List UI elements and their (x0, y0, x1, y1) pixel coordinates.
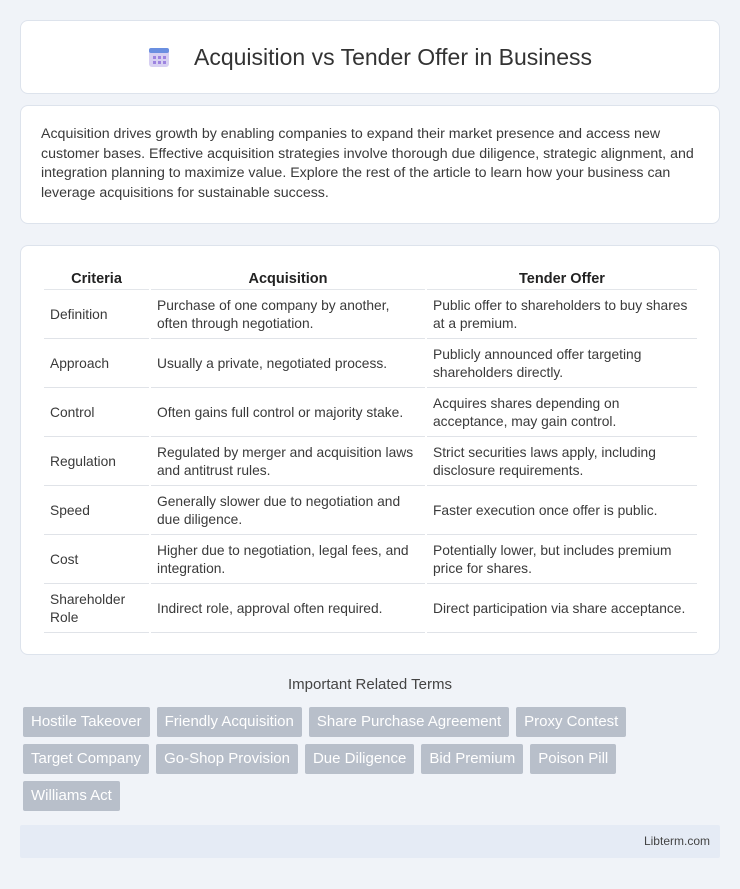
table-row (44, 341, 697, 388)
acquisition-cell: Indirect role, approval often required. (151, 586, 425, 633)
intro-card (20, 105, 720, 224)
related-term-tag[interactable]: Share Purchase Agreement (309, 707, 509, 737)
column-header: Acquisition (151, 268, 425, 290)
comparison-card (20, 245, 720, 655)
related-term-tag[interactable]: Poison Pill (530, 744, 616, 774)
related-term-tag[interactable]: Target Company (23, 744, 149, 774)
related-term-tag[interactable]: Williams Act (23, 781, 120, 811)
tender-offer-cell: Publicly announced offer targeting shareholders directly. (427, 341, 697, 388)
related-term-tag[interactable]: Friendly Acquisition (157, 707, 302, 737)
header-card (20, 20, 720, 94)
table-row (44, 537, 697, 584)
criteria-cell: Cost (44, 537, 149, 584)
table-row (44, 292, 697, 339)
related-term-tag[interactable]: Proxy Contest (516, 707, 626, 737)
footer (20, 825, 720, 858)
tender-offer-cell: Faster execution once offer is public. (427, 488, 697, 535)
column-header: Criteria (44, 268, 149, 290)
acquisition-cell: Often gains full control or majority stake. (151, 390, 425, 437)
criteria-cell: Regulation (44, 439, 149, 486)
table-header-row (44, 268, 697, 290)
comparison-table (42, 266, 699, 635)
table-row (44, 439, 697, 486)
related-term-tag[interactable]: Due Diligence (305, 744, 414, 774)
related-term-tag[interactable]: Go-Shop Provision (156, 744, 298, 774)
footer-site-link[interactable]: Libterm.com (643, 834, 710, 848)
tender-offer-cell: Direct participation via share acceptance. (427, 586, 697, 633)
column-header: Tender Offer (427, 268, 697, 290)
tender-offer-cell: Acquires shares depending on acceptance, may gain control. (427, 390, 697, 437)
calendar-icon (148, 46, 170, 68)
related-terms-title: Important Related Terms (288, 676, 452, 693)
page-title: Acquisition vs Tender Offer in Business (193, 43, 593, 70)
tender-offer-cell: Strict securities laws apply, including disclosure requirements. (427, 439, 697, 486)
acquisition-cell: Usually a private, negotiated process. (151, 341, 425, 388)
table-row (44, 390, 697, 437)
acquisition-cell: Purchase of one company by another, often through negotiation. (151, 292, 425, 339)
related-terms-list (23, 707, 723, 818)
tender-offer-cell: Public offer to shareholders to buy shares at a premium. (427, 292, 697, 339)
criteria-cell: Definition (44, 292, 149, 339)
criteria-cell: Speed (44, 488, 149, 535)
related-term-tag[interactable]: Bid Premium (421, 744, 523, 774)
intro-text: Acquisition drives growth by enabling companies to expand their market presence and access new customer bases. Effective acquisition strategies involve thorough due diligence, strategic alignment, and integration planning to maximize value. Explore the rest of the article to learn how your business can leverage acquisitions for sustainable success. (41, 126, 694, 201)
criteria-cell: Approach (44, 341, 149, 388)
acquisition-cell: Generally slower due to negotiation and due diligence. (151, 488, 425, 535)
related-term-tag[interactable]: Hostile Takeover (23, 707, 150, 737)
criteria-cell: Control (44, 390, 149, 437)
acquisition-cell: Regulated by merger and acquisition laws and antitrust rules. (151, 439, 425, 486)
criteria-cell: Shareholder Role (44, 586, 149, 633)
table-row (44, 488, 697, 535)
tender-offer-cell: Potentially lower, but includes premium price for shares. (427, 537, 697, 584)
table-row (44, 586, 697, 633)
acquisition-cell: Higher due to negotiation, legal fees, and integration. (151, 537, 425, 584)
